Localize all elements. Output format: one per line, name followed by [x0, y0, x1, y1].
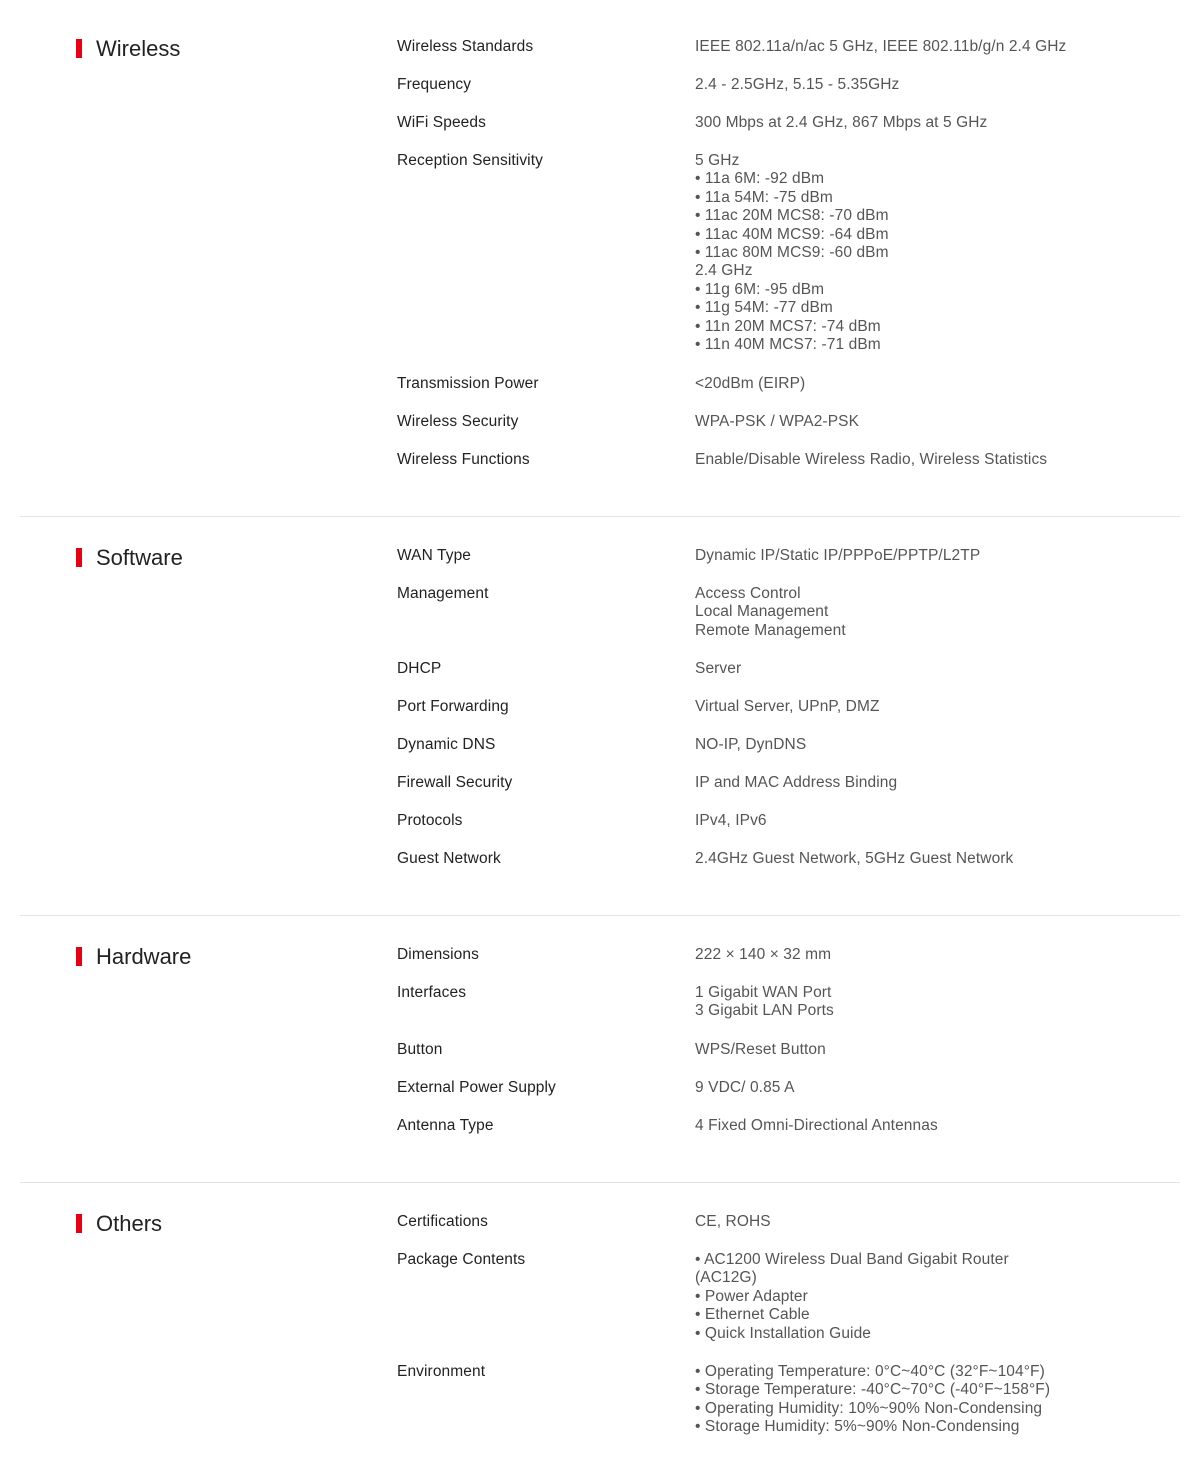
- spec-label: Wireless Standards: [397, 38, 534, 55]
- spec-value-line: WPA-PSK / WPA2-PSK: [695, 413, 860, 430]
- spec-value-line: 4 Fixed Omni-Directional Antennas: [695, 1117, 938, 1134]
- spec-value: [695, 1213, 1075, 1231]
- spec-value-line: Dynamic IP/Static IP/PPPoE/PPTP/L2TP: [695, 547, 981, 564]
- section-title-text: Wireless: [96, 36, 181, 61]
- spec-label: Port Forwarding: [397, 698, 509, 715]
- spec-value-line: • Power Adapter: [695, 1287, 808, 1305]
- spec-value-line: • 11g 54M: -77 dBm: [695, 299, 833, 317]
- spec-value: [695, 547, 1075, 565]
- spec-value-line: • Ethernet Cable: [695, 1306, 810, 1324]
- spec-value: [695, 413, 1075, 431]
- section-title: [76, 1211, 162, 1237]
- spec-value-line: Access Control: [695, 585, 801, 602]
- spec-value-line: 300 Mbps at 2.4 GHz, 867 Mbps at 5 GHz: [695, 114, 988, 131]
- spec-value-line: 2.4 GHz: [695, 262, 753, 280]
- spec-value-line: Local Management: [695, 603, 829, 621]
- spec-label: Package Contents: [397, 1251, 526, 1268]
- spec-label: Protocols: [397, 812, 463, 829]
- spec-value-line: 1 Gigabit WAN Port: [695, 984, 832, 1001]
- spec-label: Wireless Functions: [397, 451, 530, 468]
- spec-value-line: • 11ac 40M MCS9: -64 dBm: [695, 225, 889, 243]
- section-accent-bar: [76, 947, 82, 966]
- spec-value-line: 2.4GHz Guest Network, 5GHz Guest Network: [695, 850, 1014, 867]
- spec-label: Transmission Power: [397, 375, 539, 392]
- spec-value: [695, 1041, 1075, 1059]
- spec-value: [695, 698, 1075, 716]
- section-title: [76, 944, 191, 970]
- section-title-text: Software: [96, 545, 183, 570]
- spec-label: Antenna Type: [397, 1117, 494, 1134]
- spec-label: Wireless Security: [397, 413, 519, 430]
- section-divider: [20, 516, 1180, 517]
- spec-label: DHCP: [397, 660, 442, 677]
- spec-value-line: • 11ac 80M MCS9: -60 dBm: [695, 244, 889, 262]
- spec-label: Frequency: [397, 76, 472, 93]
- spec-label: Management: [397, 585, 489, 602]
- section-title-text: Others: [96, 1211, 163, 1236]
- spec-value: [695, 774, 1075, 792]
- spec-value-line: • Quick Installation Guide: [695, 1324, 872, 1342]
- spec-value: [695, 660, 1075, 678]
- spec-label: Firewall Security: [397, 774, 513, 791]
- spec-value-line: IP and MAC Address Binding: [695, 774, 898, 791]
- spec-value: [695, 984, 1075, 1021]
- spec-label: Reception Sensitivity: [397, 152, 543, 169]
- spec-value-line: • 11n 20M MCS7: -74 dBm: [695, 317, 881, 335]
- spec-value: [695, 1251, 1075, 1343]
- spec-value: [695, 1363, 1075, 1437]
- spec-label: Dynamic DNS: [397, 736, 496, 753]
- spec-value-line: 9 VDC/ 0.85 A: [695, 1079, 795, 1096]
- spec-label: WAN Type: [397, 547, 472, 564]
- spec-value-line: • 11a 6M: -92 dBm: [695, 170, 825, 188]
- spec-value-line: <20dBm (EIRP): [695, 375, 806, 392]
- spec-value: [695, 812, 1075, 830]
- spec-label: Guest Network: [397, 850, 501, 867]
- spec-value-line: • Storage Humidity: 5%~90% Non-Condensing: [695, 1418, 1020, 1436]
- spec-value: [695, 375, 1075, 393]
- spec-label: WiFi Speeds: [397, 114, 486, 131]
- spec-value-line: WPS/Reset Button: [695, 1041, 826, 1058]
- section-title: [76, 36, 180, 62]
- section-title-text: Hardware: [96, 944, 192, 969]
- spec-value-line: 2.4 - 2.5GHz, 5.15 - 5.35GHz: [695, 76, 900, 93]
- spec-value-line: Virtual Server, UPnP, DMZ: [695, 698, 880, 715]
- spec-label: Dimensions: [397, 946, 479, 963]
- spec-label: External Power Supply: [397, 1079, 556, 1096]
- spec-value: [695, 1079, 1075, 1097]
- spec-value-line: 5 GHz: [695, 152, 740, 169]
- spec-value-line: Server: [695, 660, 742, 677]
- spec-value-line: (AC12G): [695, 1269, 757, 1287]
- section-accent-bar: [76, 548, 82, 567]
- spec-value-line: IEEE 802.11a/n/ac 5 GHz, IEEE 802.11b/g/n 2.4 GHz: [695, 38, 1067, 55]
- spec-value-line: • AC1200 Wireless Dual Band Gigabit Router: [695, 1251, 1009, 1268]
- spec-value-line: • Operating Humidity: 10%~90% Non-Condensing: [695, 1399, 1043, 1417]
- section-accent-bar: [76, 1214, 82, 1233]
- spec-value: [695, 114, 1075, 132]
- spec-value-line: • 11g 6M: -95 dBm: [695, 280, 825, 298]
- section-divider: [20, 915, 1180, 916]
- spec-label: Button: [397, 1041, 443, 1058]
- spec-value: [695, 585, 1075, 640]
- spec-value-line: Enable/Disable Wireless Radio, Wireless Statistics: [695, 451, 1048, 468]
- spec-value-line: 222 × 140 × 32 mm: [695, 946, 832, 963]
- spec-value-line: • Storage Temperature: -40°C~70°C (-40°F~158°F): [695, 1381, 1051, 1399]
- spec-value: [695, 850, 1075, 868]
- spec-value: [695, 736, 1075, 754]
- spec-value: [695, 76, 1075, 94]
- spec-value-line: • 11ac 20M MCS8: -70 dBm: [695, 207, 889, 225]
- spec-label: Interfaces: [397, 984, 467, 1001]
- spec-value: [695, 451, 1075, 469]
- spec-value-line: NO-IP, DynDNS: [695, 736, 807, 753]
- spec-value: [695, 38, 1075, 56]
- spec-value: [695, 1117, 1075, 1135]
- spec-value-line: • 11a 54M: -75 dBm: [695, 188, 833, 206]
- spec-value-line: Remote Management: [695, 621, 846, 639]
- spec-value-line: • Operating Temperature: 0°C~40°C (32°F~104°F): [695, 1363, 1045, 1380]
- spec-value-line: 3 Gigabit LAN Ports: [695, 1002, 834, 1020]
- spec-value: [695, 152, 1075, 354]
- spec-value: [695, 946, 1075, 964]
- section-title: [76, 545, 183, 571]
- spec-value-line: • 11n 40M MCS7: -71 dBm: [695, 336, 881, 354]
- section-accent-bar: [76, 39, 82, 58]
- section-divider: [20, 1182, 1180, 1183]
- spec-label: Environment: [397, 1363, 486, 1380]
- spec-label: Certifications: [397, 1213, 488, 1230]
- spec-value-line: CE, ROHS: [695, 1213, 771, 1230]
- spec-value-line: IPv4, IPv6: [695, 812, 767, 829]
